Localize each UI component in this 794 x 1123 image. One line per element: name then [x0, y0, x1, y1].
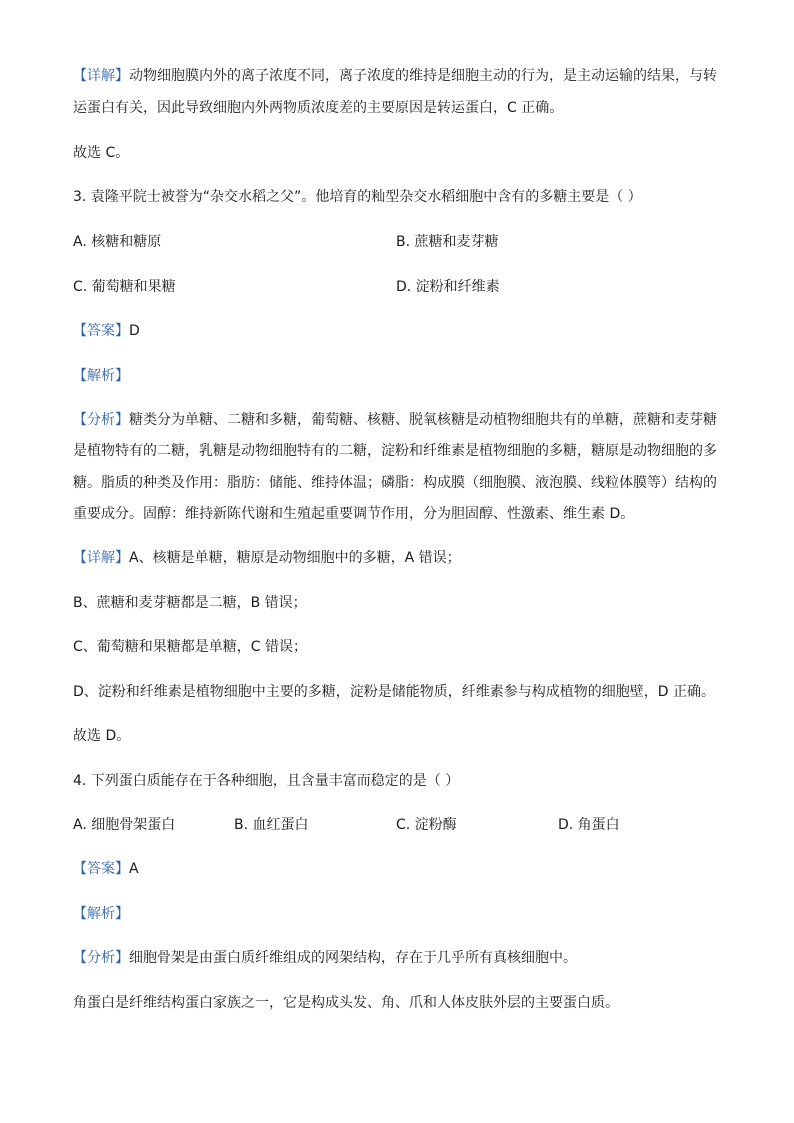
q3-option-a: A. 核糖和糖原: [73, 234, 162, 250]
conclusion-d: 故选 D。: [73, 728, 131, 744]
q3-fenxi-line-3: 糖。脂质的种类及作用：脂肪：储能、维持体温；磷脂：构成膜（细胞膜、液泡膜、线粒体膜等）结构的: [73, 475, 717, 491]
analysis-tag: 【解析】: [73, 368, 129, 384]
q3-option-c: C. 葡萄糖和果糖: [73, 279, 176, 295]
q3-fenxi-line-1: [73, 410, 717, 430]
q3-xiangjie-d: D、淀粉和纤维素是植物细胞中主要的多糖，淀粉是储能物质，纤维素参与构成植物的细胞壁，D 正确。: [73, 684, 716, 700]
fenxi-tag: 【分析】: [73, 950, 129, 966]
q4-analysis-heading: [73, 904, 129, 924]
q4-fenxi-line-2: 角蛋白是纤维结构蛋白家族之一，它是构成头发、角、爪和人体皮肤外层的主要蛋白质。: [73, 995, 619, 1011]
q4-fenxi-line-1: [73, 948, 577, 968]
fenxi-tag: 【分析】: [73, 412, 129, 428]
q4-option-d: D. 角蛋白: [558, 817, 620, 833]
q4-option-a: A. 细胞骨架蛋白: [73, 817, 176, 833]
detail-paragraph-line-1: [73, 66, 717, 86]
xiangjie-tag: 【详解】: [73, 550, 129, 566]
detail-paragraph-line-2: 运蛋白有关，因此导致细胞内外两物质浓度差的主要原因是转运蛋白，C 正确。: [73, 100, 564, 116]
q4-answer: [73, 859, 139, 879]
q4-option-b: B. 血红蛋白: [234, 817, 309, 833]
question-4-stem: 4. 下列蛋白质能存在于各种细胞，且含量丰富而稳定的是（ ）: [73, 773, 460, 789]
q3-fenxi-line-4: 重要成分。固醇：维持新陈代谢和生殖起重要调节作用，分为胆固醇、性激素、维生素 D。: [73, 506, 635, 522]
q3-option-b: B. 蔗糖和麦芽糖: [396, 234, 499, 250]
analysis-tag: 【解析】: [73, 906, 129, 922]
xiangjie-a-text: A、核糖是单糖，糖原是动物细胞中的多糖，A 错误；: [129, 550, 461, 566]
detail-tag: 【详解】: [73, 68, 129, 84]
fenxi-text: 糖类分为单糖、二糖和多糖，葡萄糖、核糖、脱氧核糖是动植物细胞共有的单糖，蔗糖和麦芽糖: [129, 412, 717, 428]
q3-analysis-heading: [73, 366, 129, 386]
answer-tag: 【答案】: [73, 323, 129, 339]
answer-value: D: [129, 323, 140, 339]
q3-xiangjie-a: [73, 548, 461, 568]
q3-option-d: D. 淀粉和纤维素: [396, 279, 500, 295]
answer-value: A: [129, 861, 139, 877]
detail-text: 动物细胞膜内外的离子浓度不同，离子浓度的维持是细胞主动的行为，是主动运输的结果，与转: [129, 68, 717, 84]
question-3-stem: 3. 袁隆平院士被誉为“杂交水稻之父”。他培育的籼型杂交水稻细胞中含有的多糖主要是（ ）: [73, 189, 642, 205]
q3-fenxi-line-2: 是植物特有的二糖，乳糖是动物细胞特有的二糖，淀粉和纤维素是植物细胞的多糖，糖原是动物细胞的多: [73, 443, 717, 459]
q4-option-c: C. 淀粉酶: [396, 817, 457, 833]
fenxi-text: 细胞骨架是由蛋白质纤维组成的网架结构，存在于几乎所有真核细胞中。: [129, 950, 577, 966]
q3-xiangjie-c: C、葡萄糖和果糖都是单糖，C 错误；: [73, 639, 308, 655]
q3-xiangjie-b: B、蔗糖和麦芽糖都是二糖，B 错误；: [73, 595, 307, 611]
answer-tag: 【答案】: [73, 861, 129, 877]
conclusion-c: 故选 C。: [73, 145, 130, 161]
q3-answer: [73, 321, 140, 341]
